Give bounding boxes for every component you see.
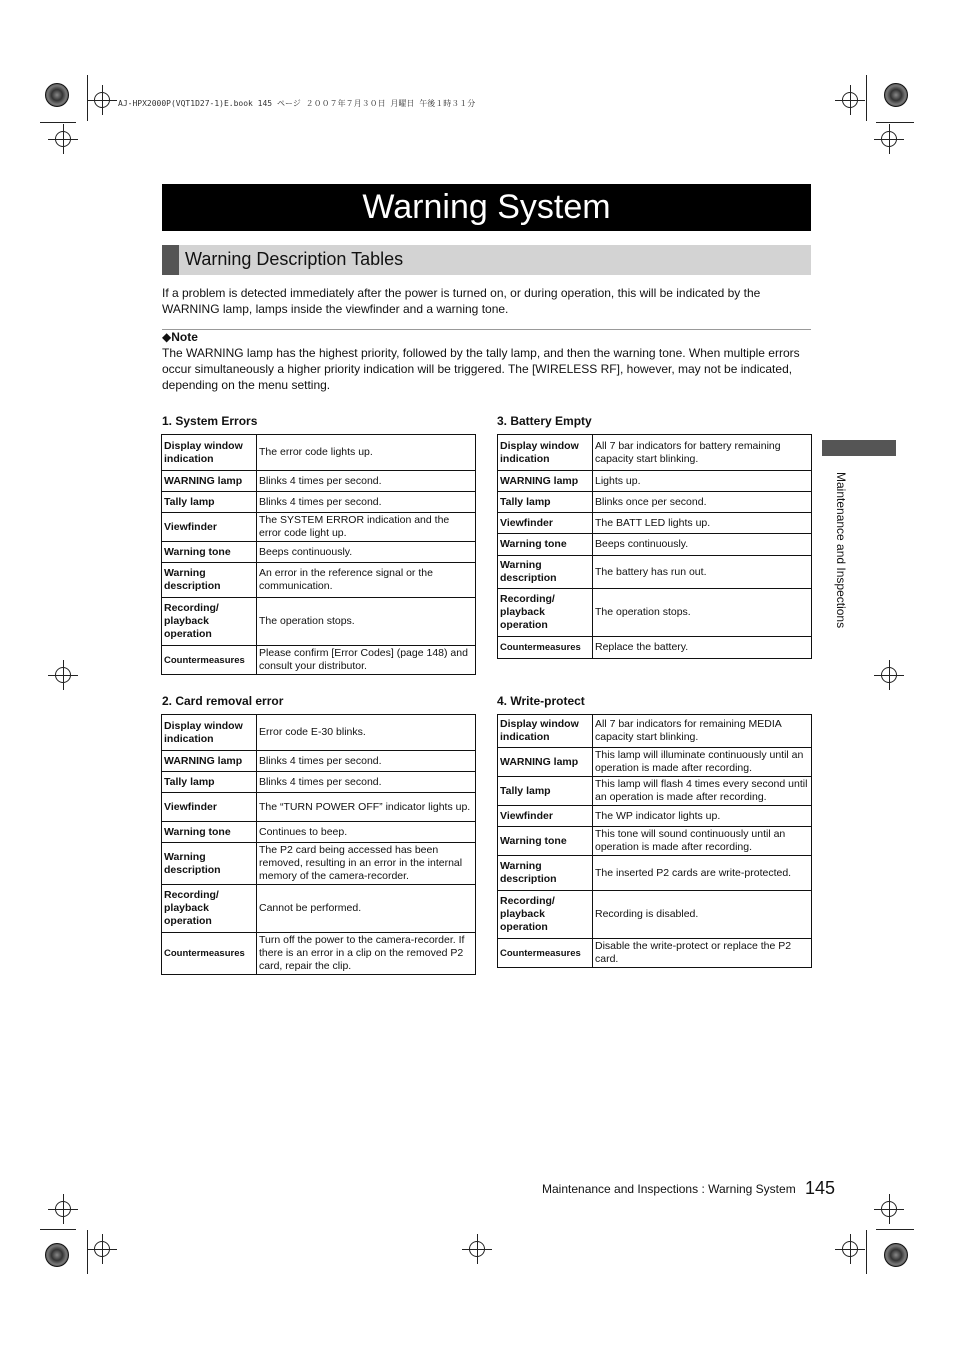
table-row [162, 933, 476, 975]
row-value: Lights up. [593, 471, 812, 492]
battery-empty-table [497, 434, 812, 659]
crosshair-icon [881, 667, 897, 683]
table-row [162, 751, 476, 772]
card-removal-table [161, 714, 476, 975]
table-row [162, 492, 476, 513]
table-row [498, 589, 812, 637]
row-value: Error code E-30 blinks. [257, 715, 476, 751]
row-value: The operation stops. [257, 598, 476, 646]
table-row [498, 827, 812, 856]
row-key: Display window indication [162, 435, 257, 471]
table-row [498, 471, 812, 492]
row-value: The inserted P2 cards are write-protected. [593, 856, 812, 891]
row-key: Tally lamp [498, 777, 593, 806]
row-key: Warning tone [498, 534, 593, 556]
row-value: The BATT LED lights up. [593, 513, 812, 534]
section-title: Warning Description Tables [185, 249, 404, 269]
row-value: Beeps continuously. [257, 542, 476, 563]
row-value: Continues to beep. [257, 822, 476, 843]
row-key: Warning description [498, 856, 593, 891]
row-key: Display window indication [498, 435, 593, 471]
crosshair-icon [881, 131, 897, 147]
row-value: This lamp will illuminate continuously until an operation is made after recording. [593, 748, 812, 777]
row-value: This lamp will flash 4 times every second until an operation is made after recording. [593, 777, 812, 806]
row-key: WARNING lamp [162, 751, 257, 772]
row-value: Recording is disabled. [593, 891, 812, 939]
row-key: Recording/ playback operation [498, 891, 593, 939]
row-key: WARNING lamp [498, 748, 593, 777]
table-row [498, 891, 812, 939]
table-row [498, 856, 812, 891]
battery-empty-title: 3. Battery Empty [497, 414, 592, 428]
row-key: Warning description [498, 556, 593, 589]
row-key: WARNING lamp [162, 471, 257, 492]
crosshair-icon [842, 92, 858, 108]
table-row [162, 843, 476, 885]
row-value: Blinks once per second. [593, 492, 812, 513]
table-row [162, 822, 476, 843]
row-key: Viewfinder [162, 513, 257, 542]
row-value: The SYSTEM ERROR indication and the error code light up. [257, 513, 476, 542]
row-key: Tally lamp [162, 772, 257, 793]
row-value: Blinks 4 times per second. [257, 492, 476, 513]
crosshair-icon [55, 1201, 71, 1217]
table-row [162, 772, 476, 793]
table-row [498, 715, 812, 748]
table-row [162, 646, 476, 675]
row-key: Viewfinder [162, 793, 257, 822]
row-value: Cannot be performed. [257, 885, 476, 933]
table-row [498, 939, 812, 968]
table-row [498, 637, 812, 659]
intro-paragraph: If a problem is detected immediately after the power is turned on, or during operation, this will be indicated by the WARNING lamp, lamps inside the viewfinder and a warning tone. [162, 286, 761, 316]
crosshair-icon [881, 1201, 897, 1217]
row-key: Recording/ playback operation [162, 885, 257, 933]
table-row [162, 471, 476, 492]
row-value: The “TURN POWER OFF” indicator lights up. [257, 793, 476, 822]
system-errors-title: 1. System Errors [162, 414, 258, 428]
table-row [498, 534, 812, 556]
table-row [162, 715, 476, 751]
row-value: This tone will sound continuously until an operation is made after recording. [593, 827, 812, 856]
row-key: Countermeasures [498, 637, 593, 659]
row-value: All 7 bar indicators for battery remaining capacity start blinking. [593, 435, 812, 471]
table-row [162, 513, 476, 542]
row-value: The operation stops. [593, 589, 812, 637]
row-value: Replace the battery. [593, 637, 812, 659]
crosshair-icon [55, 667, 71, 683]
system-errors-table [161, 434, 476, 675]
crosshair-icon [94, 92, 110, 108]
row-key: Recording/ playback operation [498, 589, 593, 637]
registration-circle-icon [884, 83, 908, 107]
write-protect-table [497, 714, 812, 968]
note-heading: ◆Note [162, 330, 198, 344]
row-key: Tally lamp [162, 492, 257, 513]
row-value: Blinks 4 times per second. [257, 751, 476, 772]
section-header [162, 245, 811, 275]
table-row [498, 748, 812, 777]
crosshair-icon [842, 1241, 858, 1257]
table-row [162, 542, 476, 563]
crosshair-icon [55, 131, 71, 147]
registration-circle-icon [884, 1243, 908, 1267]
row-value: Turn off the power to the camera-recorder. If there is an error in a clip on the removed P2 card, repair the clip. [257, 933, 476, 975]
table-row [498, 435, 812, 471]
table-row [498, 492, 812, 513]
table-row [162, 435, 476, 471]
note-divider [162, 329, 811, 330]
row-value: Blinks 4 times per second. [257, 772, 476, 793]
table-row [162, 885, 476, 933]
chapter-tab-marker [822, 440, 896, 456]
table-row [498, 556, 812, 589]
row-value: Beeps continuously. [593, 534, 812, 556]
row-key: Warning tone [498, 827, 593, 856]
table-row [498, 806, 812, 827]
section-tab-marker [162, 245, 179, 275]
table-row [162, 563, 476, 598]
table-row [162, 598, 476, 646]
footer-breadcrumb: Maintenance and Inspections : Warning System [542, 1182, 796, 1196]
chapter-side-label: Maintenance and Inspections [834, 472, 848, 629]
table-row [162, 793, 476, 822]
row-value: An error in the reference signal or the communication. [257, 563, 476, 598]
row-value: All 7 bar indicators for remaining MEDIA capacity start blinking. [593, 715, 812, 748]
crosshair-icon [94, 1241, 110, 1257]
row-key: Countermeasures [162, 933, 257, 975]
row-value: Disable the write-protect or replace the P2 card. [593, 939, 812, 968]
row-value: The battery has run out. [593, 556, 812, 589]
row-key: Viewfinder [498, 513, 593, 534]
row-key: WARNING lamp [498, 471, 593, 492]
registration-circle-icon [45, 1243, 69, 1267]
print-info-line: AJ-HPX2000P(VQT1D27-1)E.book 145 ページ ２００７年７月３０日 月曜日 午後１時３１分 [118, 99, 476, 108]
row-value: The error code lights up. [257, 435, 476, 471]
row-key: Recording/ playback operation [162, 598, 257, 646]
card-removal-title: 2. Card removal error [162, 694, 284, 708]
row-value: Blinks 4 times per second. [257, 471, 476, 492]
note-paragraph: The WARNING lamp has the highest priority, followed by the tally lamp, and then the warning tone. When multiple errors occur simultaneously a higher priority indication will be triggered. The [WIRELESS RF], however, may not be indicated, depending on the menu setting. [162, 346, 800, 392]
row-value: Please confirm [Error Codes] (page 148) and consult your distributor. [257, 646, 476, 675]
crosshair-icon [469, 1241, 485, 1257]
page-title: Warning System [162, 184, 811, 231]
row-key: Tally lamp [498, 492, 593, 513]
row-key: Warning description [162, 843, 257, 885]
row-key: Countermeasures [162, 646, 257, 675]
row-key: Viewfinder [498, 806, 593, 827]
table-row [498, 777, 812, 806]
row-value: The WP indicator lights up. [593, 806, 812, 827]
row-value: The P2 card being accessed has been removed, resulting in an error in the internal memory of the camera-recorder. [257, 843, 476, 885]
registration-circle-icon [45, 83, 69, 107]
row-key: Display window indication [162, 715, 257, 751]
row-key: Warning tone [162, 822, 257, 843]
row-key: Warning description [162, 563, 257, 598]
row-key: Warning tone [162, 542, 257, 563]
row-key: Display window indication [498, 715, 593, 748]
table-row [498, 513, 812, 534]
page-number: 145 [805, 1178, 836, 1198]
row-key: Countermeasures [498, 939, 593, 968]
write-protect-title: 4. Write-protect [497, 694, 585, 708]
